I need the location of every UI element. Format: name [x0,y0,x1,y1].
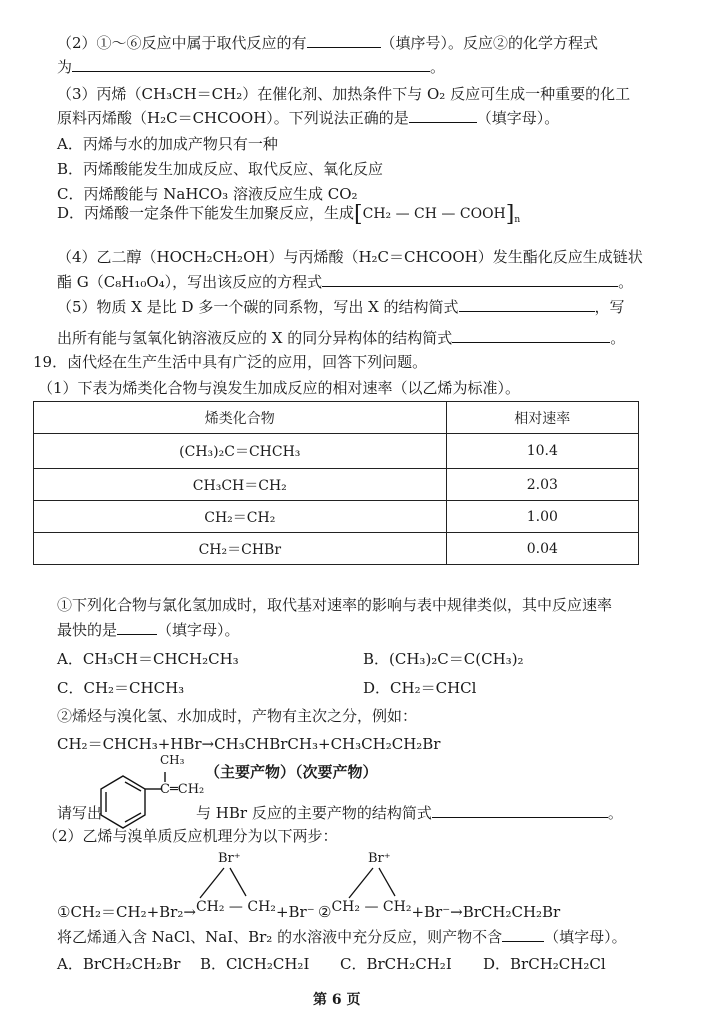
text: 出所有能与氢氧化钠溶液反应的 X 的同分异构体的结构简式 [57,329,453,347]
polymer-n: n [514,215,521,225]
text: 。 [618,273,634,291]
q18-part2-line1 [57,33,598,53]
text: 原料丙烯酸（H₂C＝CHCOOH）。下列说法正确的是 [57,109,409,127]
q19-part2-option-d: D．BrCH₂CH₂Cl [483,955,606,973]
text: （填字母）。 [476,109,560,127]
polymer-bracket-right: ] [505,202,515,227]
text: 请写出 [57,804,103,822]
answer-blank[interactable] [432,803,608,818]
q18-option-c: C．丙烯酸能与 NaHCO₃ 溶液反应生成 CO₂ [57,185,358,203]
mechanism-step2: ②CH₂ — CH₂+Br⁻→BrCH₂CH₂Br [318,899,561,921]
answer-blank[interactable] [409,108,477,123]
cell: CH₃CH＝CH₂ [34,469,447,501]
q18-option-a: A．丙烯与水的加成产物只有一种 [57,135,278,153]
text: CH₂ [331,899,360,915]
cell: 10.4 [446,434,638,469]
text: D．丙烯酸一定条件下能发生加聚反应，生成 [57,204,355,222]
cell: CH₂＝CH₂ [34,501,447,533]
text: （5）物质 X 是比 D 多一个碳的同系物，写出 X 的结构简式 [57,298,459,316]
header-compound: 烯类化合物 [34,402,447,434]
table-row [34,434,639,469]
q18-part2-line2 [57,57,445,77]
text: ② [318,903,332,921]
cell: 1.00 [446,501,638,533]
text: CH₂ [247,899,276,915]
q18-part3-line1: （3）丙烯（CH₃CH＝CH₂）在催化剂、加热条件下与 O₂ 反应可生成一种重要的化工 [57,85,631,103]
answer-blank[interactable] [307,33,381,48]
table-row [34,533,639,565]
header-rate: 相对速率 [446,402,638,434]
table-header [34,402,639,434]
text: CH₂ [195,899,225,915]
q19-part2: （2）乙烯与溴单质反应机理分为以下两步： [43,827,338,845]
table-row [34,501,639,533]
styrene-alkene: C═CH₂ [160,782,205,797]
answer-blank[interactable] [452,328,610,343]
text: ①CH₂＝CH₂+Br₂→ [57,903,196,921]
text: （填字母）。 [157,621,240,639]
q19-sub2-product-labels: （主要产物）（次要产物） [205,763,378,781]
q19-part2-option-c: C．BrCH₂CH₂I [340,955,452,973]
q19-part1: （1）下表为烯类化合物与溴发生加成反应的相对速率（以乙烯为标准）。 [38,379,521,397]
q19-part2-option-b: B．ClCH₂CH₂I [200,955,310,973]
answer-blank[interactable] [72,57,430,72]
text: 。 [610,329,626,347]
bromonium-br-2: Br⁺ [368,851,391,866]
cell: 0.04 [446,533,638,565]
text: 最快的是 [57,621,118,639]
text: +Br⁻ [275,903,315,921]
answer-blank[interactable] [117,620,157,635]
q18-part5-line1 [57,297,625,317]
polymer-formula: CH₂ — CH — COOH [362,206,506,222]
answer-blank[interactable] [322,272,618,287]
cell: 2.03 [446,469,638,501]
q18-part5-line2 [57,328,625,348]
q19-sub2-equation: CH₂＝CHCH₃+HBr→CH₃CHBrCH₃+CH₃CH₂CH₂Br [57,735,441,753]
q19-part2-question [57,927,627,947]
q19-sub1-line2 [57,620,240,640]
bromonium-bonds [180,866,420,902]
rate-table [33,401,639,565]
q19-sub2-intro: ②烯烃与溴化氢、水加成时，产物有主次之分，例如： [57,707,418,725]
q18-option-b: B．丙烯酸能发生加成反应、取代反应、氧化反应 [57,160,384,178]
answer-blank[interactable] [502,927,544,942]
text: 酯 G（C₈H₁₀O₄），写出该反应的方程式 [57,273,323,291]
styrene-ch3: CH₃ [160,753,185,767]
q19-sub1-option-a: A．CH₃CH＝CHCH₂CH₃ [57,650,239,668]
text: 。 [430,58,446,76]
text: （填字母）。 [544,928,627,946]
cell: (CH₃)₂C＝CHCH₃ [34,434,447,469]
q19-sub1-line1: ①下列化合物与氯化氢加成时，取代基对速率的影响与表中规律类似，其中反应速率 [57,596,613,614]
q19-sub1-option-c: C．CH₂＝CHCH₃ [57,679,185,697]
q19-stem: 19．卤代烃在生产生活中具有广泛的应用，回答下列问题。 [33,353,428,371]
text: （填序号）。反应②的化学方程式 [380,34,599,52]
q19-sub1-option-d: D．CH₂＝CHCl [363,679,477,697]
text: CH₂ [382,899,412,915]
polymer-bracket-left: [ [354,202,363,227]
text: （2）①～⑥反应中属于取代反应的有 [57,34,307,52]
cell: CH₂＝CHBr [34,533,447,565]
q18-part4-line1: （4）乙二醇（HOCH₂CH₂OH）与丙烯酸（H₂C＝CHCOOH）发生酯化反应生成链状 [57,248,643,266]
text: +Br⁻→BrCH₂CH₂Br [411,903,561,921]
text: 。 [607,804,623,822]
text: ，写 [594,298,625,316]
q18-option-d [57,203,520,230]
page-number: 第 6 页 [313,992,361,1008]
mechanism-step1: ①CH₂＝CH₂+Br₂→CH₂ — CH₂+Br⁻ [57,899,315,921]
q18-part4-line2 [57,272,633,292]
table-row [34,469,639,501]
q19-sub2-question [57,803,623,823]
q18-part3-line2 [57,108,559,128]
answer-blank[interactable] [459,297,595,312]
bromonium-br-1: Br⁺ [218,851,241,866]
q19-part2-option-a: A．BrCH₂CH₂Br [57,955,181,973]
q19-sub1-option-b: B．(CH₃)₂C＝C(CH₃)₂ [363,650,524,668]
text: 为 [57,58,73,76]
text: 将乙烯通入含 NaCl、NaI、Br₂ 的水溶液中充分反应，则产物不含 [57,928,503,946]
text: 与 HBr 反应的主要产物的结构简式 [196,804,432,822]
